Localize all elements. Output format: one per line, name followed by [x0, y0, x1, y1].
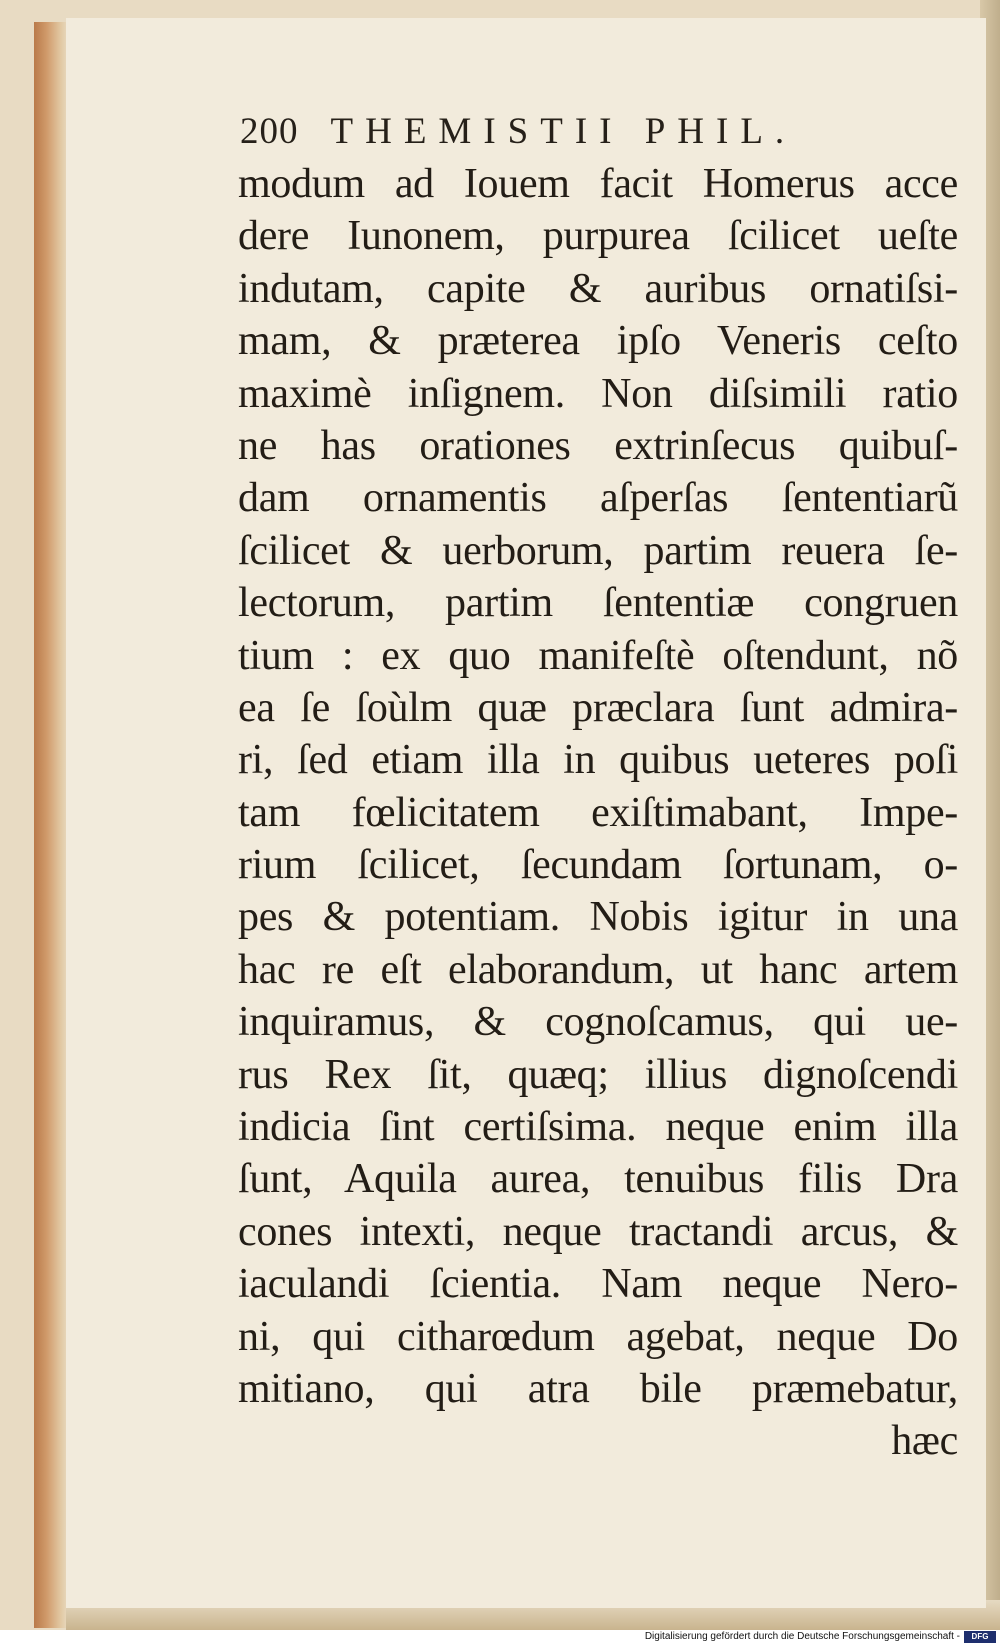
text-line: mam, & præterea ipſo Veneris ceſto	[238, 318, 958, 365]
text-line: modum ad Iouem facit Homerus acce	[238, 161, 958, 207]
text-line: mitiano, qui atra bile præmebatur,	[238, 1365, 958, 1412]
page-body-text	[238, 158, 958, 1468]
text-line: hac re eſt elaborandum, ut hanc artem	[238, 946, 958, 993]
text-line: iaculandi ſcientia. Nam neque Nero-	[238, 1261, 958, 1308]
text-line: maximè inſignem. Non diſsimili ratio	[238, 370, 958, 417]
book-spine-edge	[34, 22, 70, 1628]
text-line: ſcilicet & uerborum, partim reuera ſe-	[238, 527, 958, 574]
text-line: pes & potentiam. Nobis igitur in una	[238, 894, 958, 941]
text-line: tium : ex quo manifeſtè oſtendunt, nõ	[238, 632, 958, 679]
text-line: dere Iunonem, purpurea ſcilicet ueſte	[238, 213, 958, 260]
footer-bar	[0, 1630, 1000, 1644]
text-line: ni, qui citharœdum agebat, neque Do	[238, 1313, 958, 1360]
text-line: dam ornamentis aſperſas ſententiarũ	[238, 475, 958, 522]
text-line: inquiramus, & cognoſcamus, qui ue-	[238, 999, 958, 1046]
page-header	[240, 110, 880, 156]
text-line: tam fœlicitatem exiſtimabant, Impe-	[238, 789, 958, 836]
running-head: THEMISTII PHIL.	[330, 111, 797, 152]
text-line: hæc	[891, 1418, 958, 1465]
text-line: ne has orationes extrinſecus quibuſ-	[238, 422, 958, 469]
text-line: rus Rex ſit, quæq; illius dignoſcendi	[238, 1051, 958, 1098]
text-line: ea ſe ſoùlm quæ præclara ſunt admira-	[238, 684, 958, 731]
text-line: ri, ſed etiam illa in quibus ueteres poſi	[238, 737, 958, 784]
text-line: lectorum, partim ſententiæ congruen	[238, 580, 958, 627]
page-number: 200	[240, 111, 299, 152]
text-line: indutam, capite & auribus ornatiſsi-	[238, 265, 958, 312]
text-line: cones intexti, neque tractandi arcus, &	[238, 1208, 958, 1255]
text-line: rium ſcilicet, ſecundam ſortunam, o-	[238, 842, 958, 889]
text-line: indicia ſint certiſsima. neque enim illa	[238, 1104, 958, 1151]
text-line: ſunt, Aquila aurea, tenuibus filis Dra	[238, 1156, 958, 1203]
dfg-logo: DFG	[964, 1631, 996, 1643]
funding-credit: Digitalisierung gefördert durch die Deutsche Forschungsgemeinschaft -	[644, 1631, 960, 1642]
